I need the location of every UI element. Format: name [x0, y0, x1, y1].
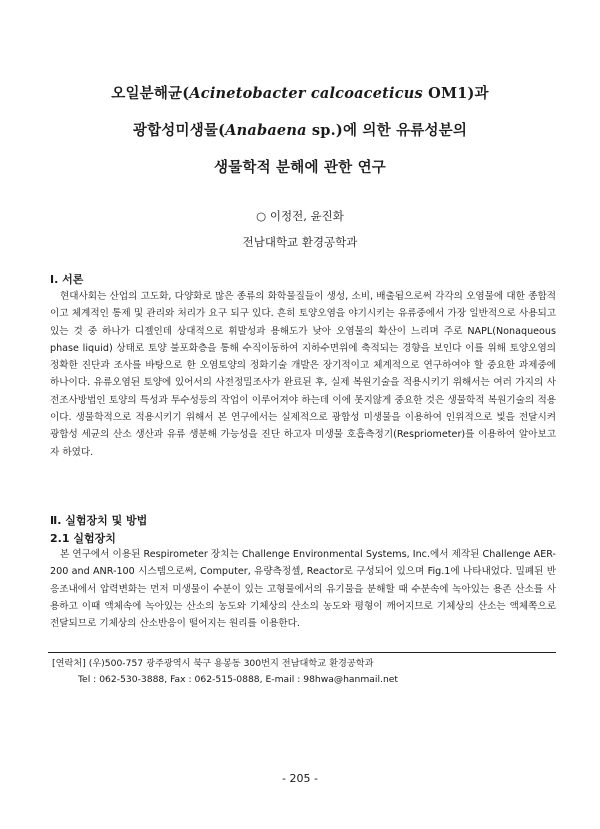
section-2-1-paragraph: 본 연구에서 이용된 Respirometer 장치는 Challenge Environmental Systems, Inc.에서 제작된 Challenge AER-200 and ANR-100 시스템으로써, Computer, 유량측정셀, Reactor로 구성되어 있으며 Fig.1에 나타내었다. 밀폐된 반응조내에서 압력변화는 먼저 미생물이 수분이 있는 고형물에서의 유기물을 분해할 때 수분속에 녹아있는 용존 산소를 사용하고 이때 액체속에 녹아있는 산소의 농도와 기체상의 산소의 농도와 평형이 깨어지므로 기체상의 산소는 액체쪽으로 전달되므로 기체상의 산소반응이 떨어지는 원리를 이용한다. [50, 549, 556, 630]
title-line-1-species: Acinetobacter calcoaceticus [189, 85, 423, 102]
authors: ○ 이정전, 윤진화 [256, 209, 344, 223]
section-1-paragraph: 현대사회는 산업의 고도화, 다양화로 많은 종류의 화학물질들이 생성, 소비, 배출됨으로써 각각의 오염물에 대한 종합적이고 체계적인 통제 및 관리와 처리가 요구 되구 있다. 흔히 토양오염을 야기시키는 유류중에서 가장 일반적으로 사용되고 있는 것 중 하나가 디젤인데 상대적으로 휘발성과 용해도가 낮아 오염물의 확산이 느리며 주로 NAPL(Nonaqueous phase liquid) 상태로 토양 불포화층을 통해 수직이동하여 지하수면위에 축적되는 경향을 보인다 이를 위해 토양오염의 정확한 진단과 조사를 바탕으로 한 오염토양의 정화기술 개발은 장기적이고 체계적으로 연구하여야 할 중요한 과제중에 하나이다. 유류오염된 토양에 있어서의 사전정밀조사가 완료된 후, 실제 복원기술을 적용시키기 위해서는 여러 가지의 사전조사방법인 토양의 특성과 투수성등의 작업이 이루어져야 하는데 이에 못지않게 중요한 것은 생물학적 복원기술의 적용이다. 생물학적으로 적용시키기 위해서 본 연구에서는 실제적으로 광합성 미생물을 이용하여 인위적으로 빛을 전달시켜 광합성 세균의 산소 생산과 유류 생분해 가능성을 진단 하고자 미생물 호흡측정기(Respriometer)를 이용하여 알아보고자 하였다. [50, 291, 556, 458]
title-line-1-post: OM1)과 [422, 85, 489, 102]
contact-phone-email: Tel : 062-530-3888, Fax : 062-515-0888, E-mail : 98hwa@hanmail.net [78, 674, 399, 685]
title-line-1 [0, 84, 600, 104]
footnote-divider [48, 652, 556, 653]
title-line-2-post: sp.)에 의한 유류성분의 [306, 122, 468, 139]
title-line-1-pre: 오일분해균( [111, 85, 190, 102]
title-line-2-pre: 광합성미생물( [132, 122, 226, 139]
paper-title [0, 84, 600, 195]
title-line-2-species: Anabaena [225, 122, 307, 139]
title-line-3: 생물학적 분해에 관한 연구 [213, 159, 387, 176]
contact-address: [연락처] (우)500-757 광주광역시 북구 용봉동 300번지 전남대학교 환경공학과 [52, 658, 374, 669]
section-2-1-heading: 2.1 실험장치 [50, 532, 116, 545]
affiliation: 전남대학교 환경공학과 [242, 235, 358, 249]
page-number: - 205 - [282, 772, 318, 785]
section-1-heading: Ⅰ. 서론 [50, 273, 84, 286]
title-line-2 [0, 121, 600, 141]
section-2-heading: Ⅱ. 실험장치 및 방법 [50, 514, 148, 527]
